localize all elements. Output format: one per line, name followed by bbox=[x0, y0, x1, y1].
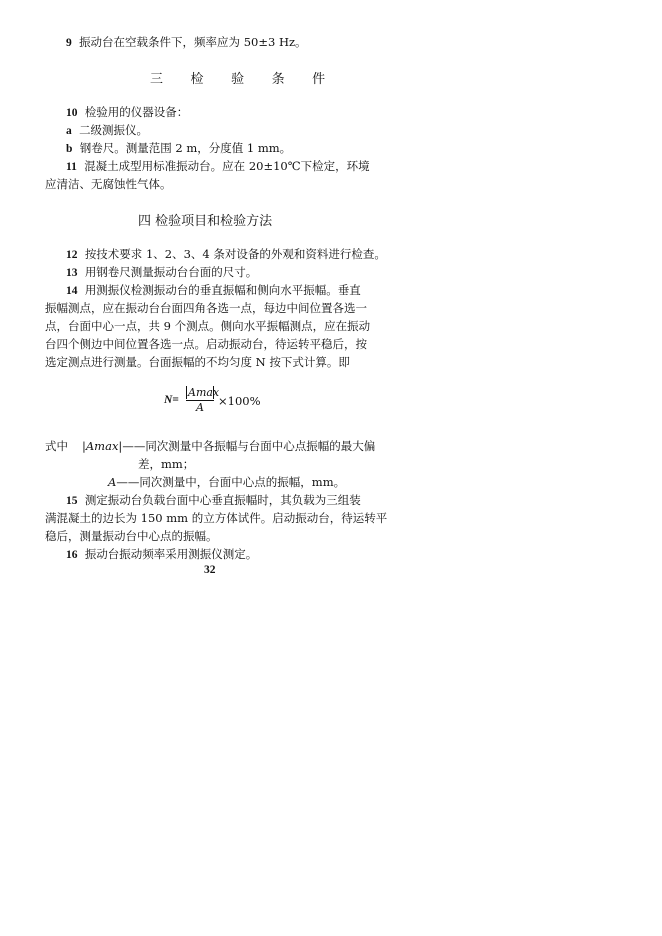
section-heading-3: 三 检 验 条 件 bbox=[150, 72, 337, 87]
clause-number: 14 bbox=[66, 285, 78, 297]
clause-text: 测定振动台负载台面中心垂直振幅时，其负载为三组装 bbox=[84, 493, 361, 507]
clause-text: 钢卷尺。测量范围 2 m，分度值 1 mm。 bbox=[79, 141, 292, 155]
clause-number: 12 bbox=[66, 249, 78, 261]
clause-text: 用测振仪检测振动台的垂直振幅和侧向水平振幅。垂直 bbox=[84, 283, 361, 297]
where-label: 式中 bbox=[45, 439, 68, 453]
clause-14-line-3: 点，台面中心一点，共 9 个测点。侧向水平振幅测点，应在振动 bbox=[45, 319, 371, 333]
a-symbol: A bbox=[108, 475, 117, 489]
clause-number: b bbox=[66, 143, 73, 155]
clause-b bbox=[66, 140, 291, 157]
clause-12 bbox=[66, 246, 386, 263]
where-amax-continued: 差，mm； bbox=[138, 457, 195, 471]
formula-rhs: ×100% bbox=[218, 394, 261, 408]
clause-16 bbox=[66, 546, 257, 563]
a-definition: ——同次测量中，台面中心点的振幅，mm。 bbox=[116, 475, 346, 489]
clause-text: 混凝土成型用标准振动台。应在 20±10℃下检定，环境 bbox=[84, 159, 370, 173]
clause-11-continued: 应清洁、无腐蚀性气体。 bbox=[45, 177, 172, 191]
formula-fraction bbox=[186, 386, 220, 414]
clause-14-line-4: 台四个侧边中间位置各选一点。启动振动台，待运转平稳后，按 bbox=[45, 337, 367, 351]
formula-denominator: A bbox=[196, 401, 204, 414]
clause-number: 16 bbox=[66, 549, 78, 561]
clause-14-line-5: 选定测点进行测量。台面振幅的不均匀度 N 按下式计算。即 bbox=[45, 355, 350, 369]
clause-number: 10 bbox=[66, 107, 78, 119]
clause-number: 13 bbox=[66, 267, 78, 279]
amax-definition: ——同次测量中各振幅与台面中心点振幅的最大偏 bbox=[122, 439, 376, 453]
clause-text: 按技术要求 1、2、3、4 条对设备的外观和资料进行检查。 bbox=[84, 247, 386, 261]
clause-15-line-2: 满混凝土的边长为 150 mm 的立方体试件。启动振动台，待运转平 bbox=[45, 511, 388, 525]
where-amax bbox=[82, 438, 375, 454]
clause-9 bbox=[66, 34, 307, 51]
clause-text: 检验用的仪器设备： bbox=[84, 105, 189, 119]
clause-a bbox=[66, 122, 148, 139]
where-a bbox=[108, 474, 345, 490]
page-number: 32 bbox=[204, 564, 216, 576]
clause-text: 用钢卷尺测量振动台台面的尺寸。 bbox=[84, 265, 258, 279]
clause-14 bbox=[66, 282, 361, 299]
clause-13 bbox=[66, 264, 257, 281]
clause-number: 11 bbox=[66, 161, 77, 173]
nonuniformity-formula bbox=[164, 386, 304, 420]
clause-11 bbox=[66, 158, 370, 175]
clause-text: 振动台在空载条件下，频率应为 50±3 Hz。 bbox=[79, 35, 307, 49]
clause-10 bbox=[66, 104, 188, 121]
clause-15-line-3: 稳后，测量振动台中心点的振幅。 bbox=[45, 529, 218, 543]
clause-number: 15 bbox=[66, 495, 78, 507]
formula-lhs: N= bbox=[164, 394, 179, 406]
formula-numerator: Amax bbox=[188, 386, 220, 399]
clause-number: a bbox=[66, 125, 72, 137]
clause-15 bbox=[66, 492, 361, 509]
clause-text: 二级测振仪。 bbox=[79, 123, 149, 137]
clause-14-line-2: 振幅测点，应在振动台台面四角各选一点，每边中间位置各选一 bbox=[45, 301, 367, 315]
clause-number: 9 bbox=[66, 37, 72, 49]
section-heading-4: 四 检验项目和检验方法 bbox=[138, 214, 273, 229]
clause-text: 振动台振动频率采用测振仪测定。 bbox=[84, 547, 258, 561]
amax-symbol: |Amax| bbox=[82, 439, 123, 453]
